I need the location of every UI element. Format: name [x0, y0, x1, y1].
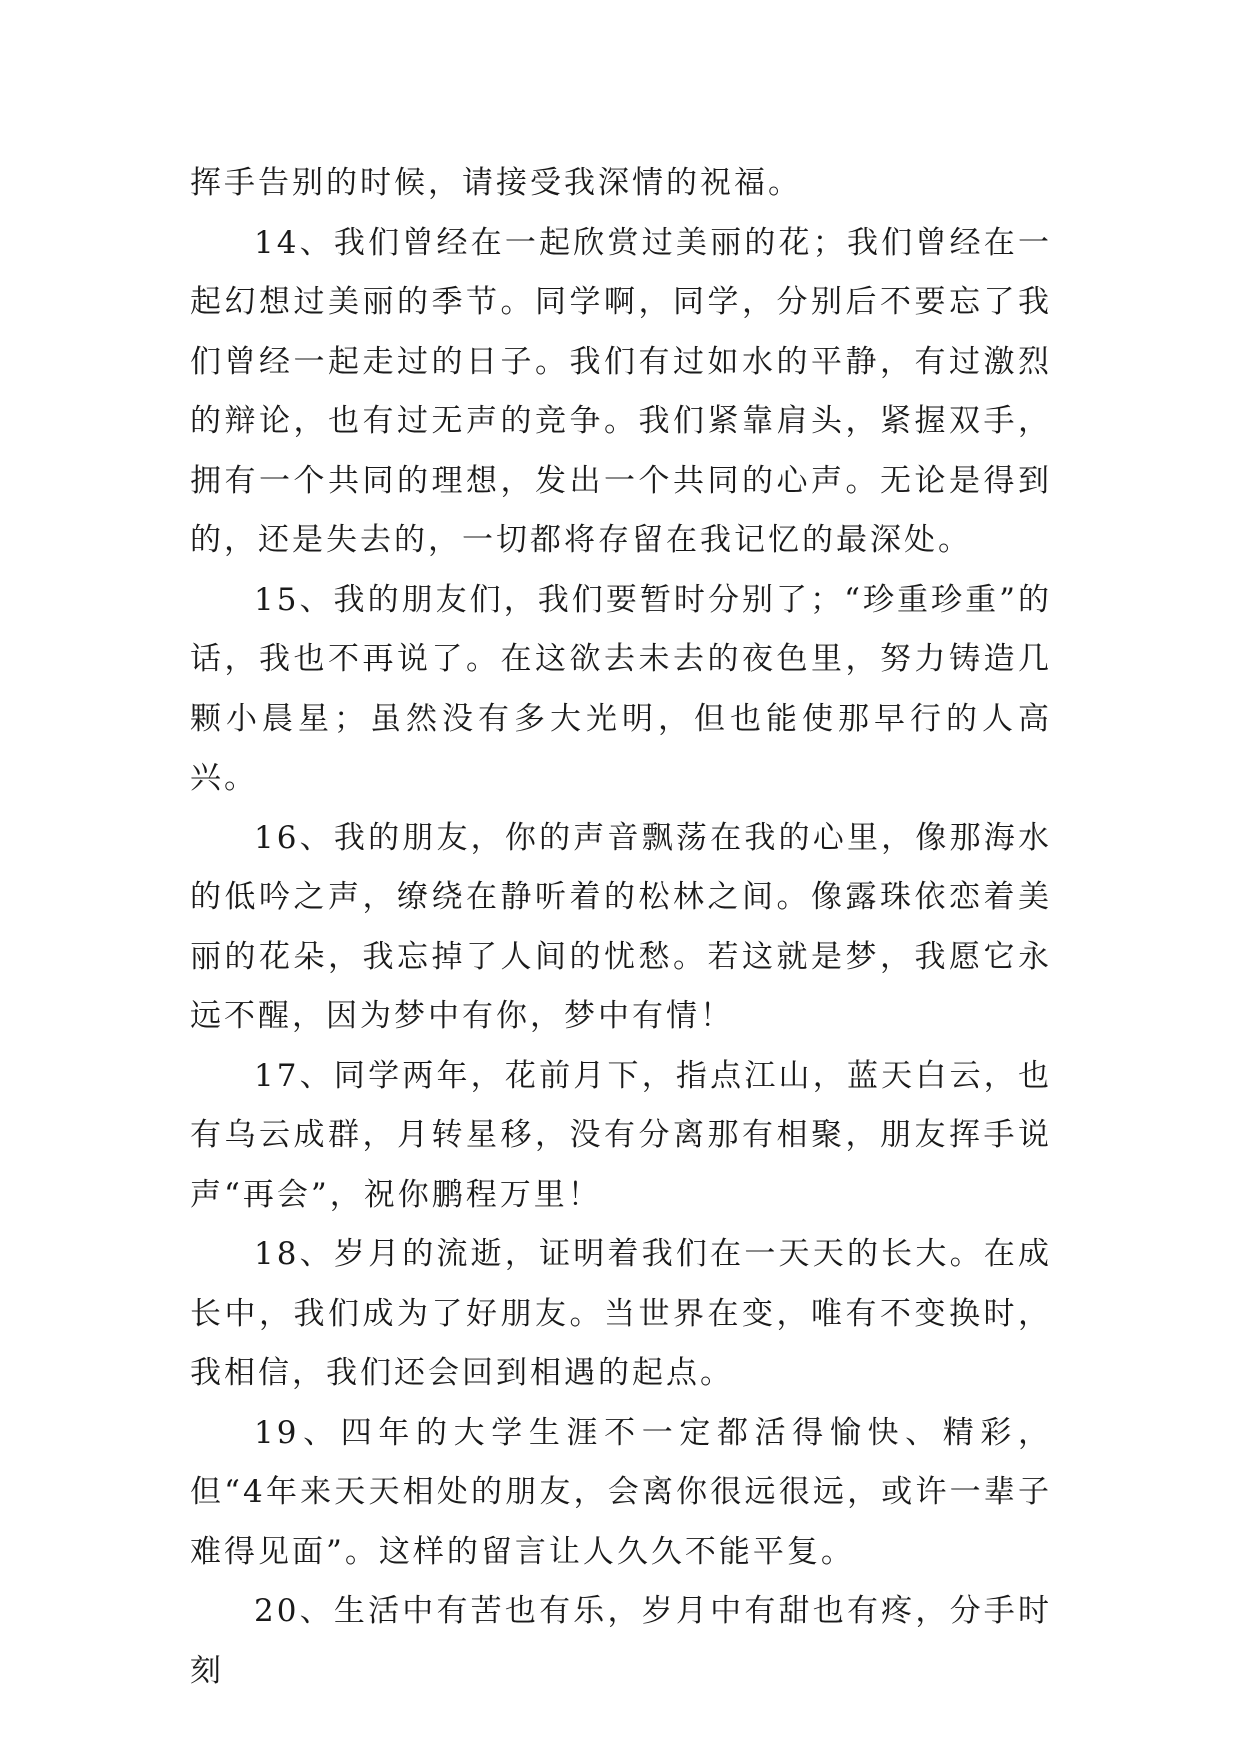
paragraph-17: 17、同学两年，花前月下，指点江山，蓝天白云，也有乌云成群，月转星移，没有分离那有相聚，朋友挥手说声“再会”，祝你鹏程万里！	[190, 1057, 1052, 1213]
paragraph-19: 19、四年的大学生涯不一定都活得愉快、精彩，但“4年来天天相处的朋友，会离你很远很远，或许一辈子难得见面”。这样的留言让人久久不能平复。	[190, 1414, 1052, 1570]
paragraph-continuation: 挥手告别的时候，请接受我深情的祝福。	[190, 165, 802, 201]
paragraph-16: 16、我的朋友，你的声音飘荡在我的心里，像那海水的低吟之声，缭绕在静听着的松林之间。像露珠依恋着美丽的花朵，我忘掉了人间的忧愁。若这就是梦，我愿它永远不醒，因为梦中有你，梦中有情！	[190, 819, 1052, 1034]
body-text	[190, 154, 1052, 1701]
paragraph-20: 20、生活中有苦也有乐，岁月中有甜也有疼，分手时刻	[190, 1593, 1052, 1689]
paragraph-15: 15、我的朋友们，我们要暂时分别了；“珍重珍重”的话，我也不再说了。在这欲去未去的夜色里，努力铸造几颗小晨星；虽然没有多大光明，但也能使那早行的人高兴。	[190, 581, 1052, 796]
paragraph-14: 14、我们曾经在一起欣赏过美丽的花；我们曾经在一起幻想过美丽的季节。同学啊，同学，分别后不要忘了我们曾经一起走过的日子。我们有过如水的平静，有过激烈的辩论，也有过无声的竞争。我们紧靠肩头，紧握双手，拥有一个共同的理想，发出一个共同的心声。无论是得到的，还是失去的，一切都将存留在我记忆的最深处。	[190, 224, 1052, 558]
paragraph-18: 18、岁月的流逝，证明着我们在一天天的长大。在成长中，我们成为了好朋友。当世界在变，唯有不变换时，我相信，我们还会回到相遇的起点。	[190, 1236, 1052, 1391]
